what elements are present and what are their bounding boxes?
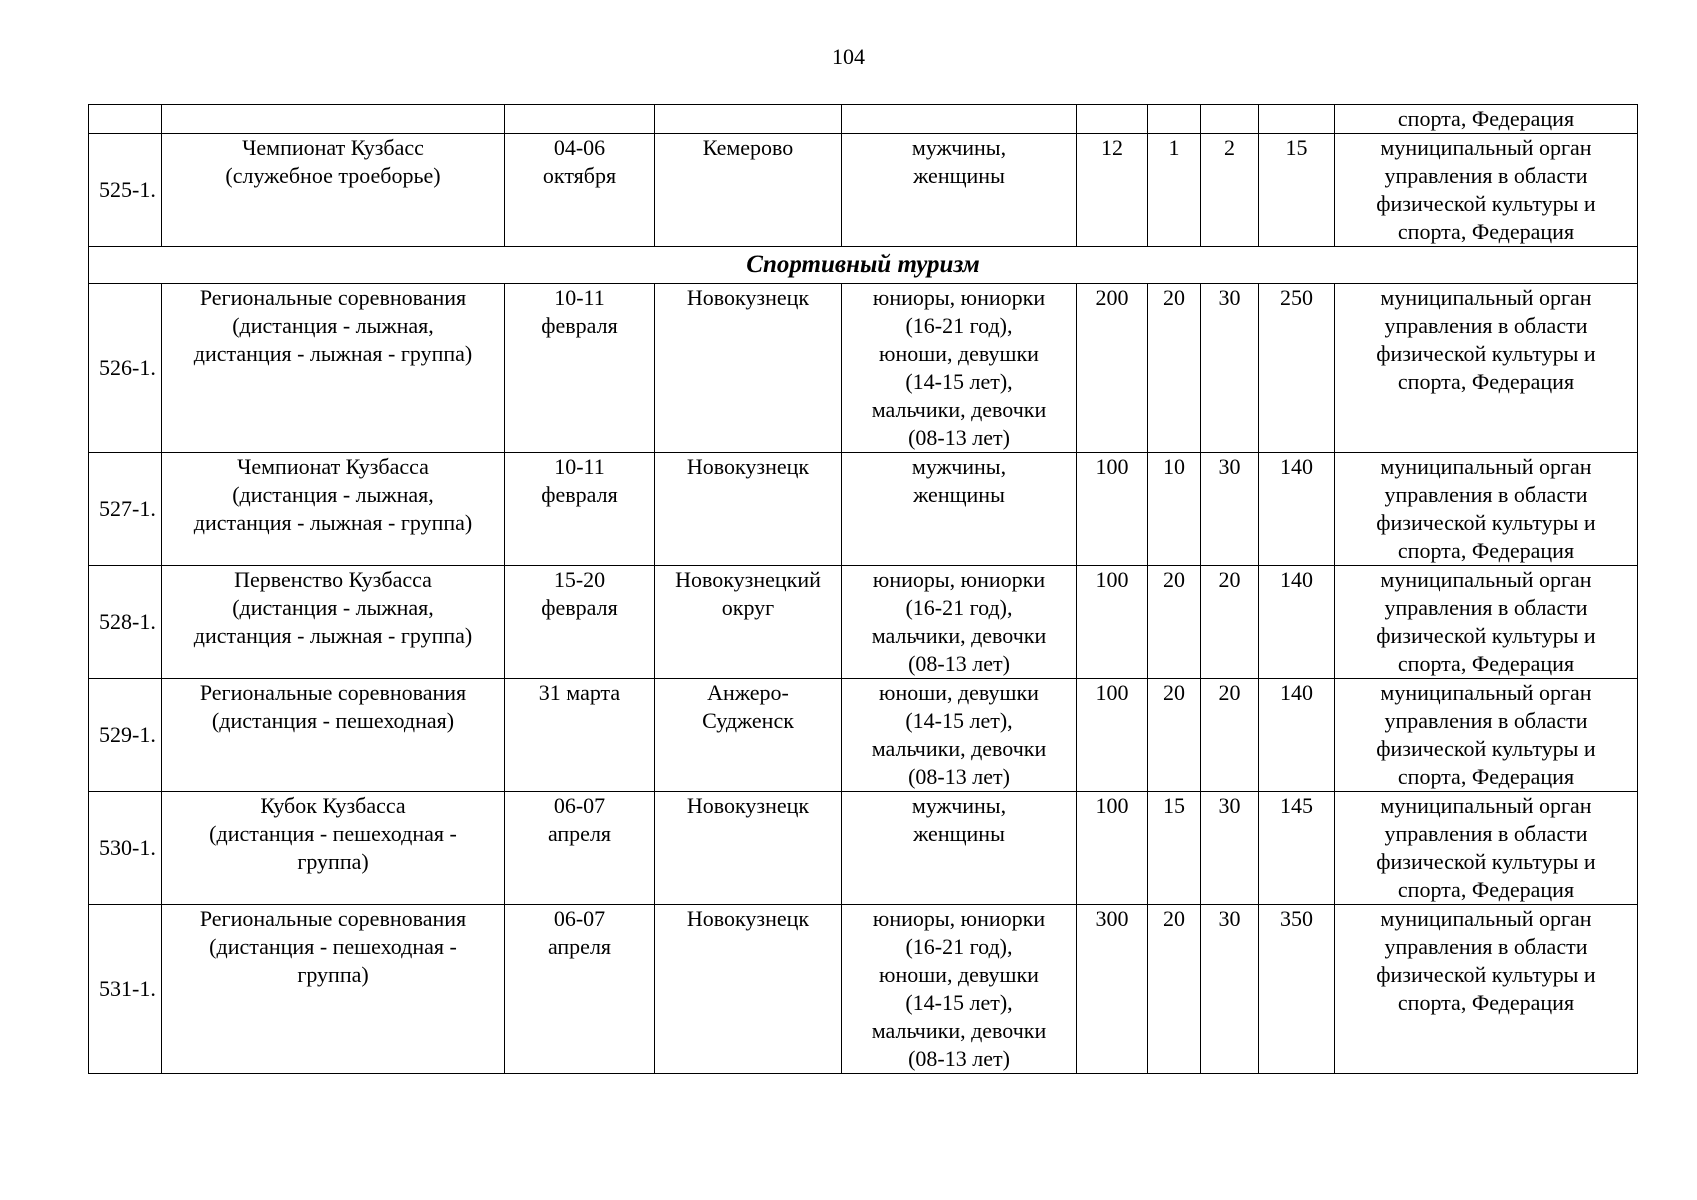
count1-cell: 100	[1077, 453, 1148, 566]
participants-cell: юниоры, юниорки (16-21 год), мальчики, девочки (08-13 лет)	[842, 566, 1077, 679]
count2-cell: 20	[1148, 284, 1201, 453]
total-cell: 140	[1259, 679, 1335, 792]
event-name-cell: Чемпионат Кузбасса (дистанция - лыжная, дистанция - лыжная - группа)	[162, 453, 505, 566]
count2-cell: 20	[1148, 905, 1201, 1074]
carryover-place-cell	[655, 105, 842, 134]
event-dates-cell: 06-07 апреля	[505, 792, 655, 905]
event-dates-cell: 10-11 февраля	[505, 284, 655, 453]
event-name-cell: Региональные соревнования (дистанция - пешеходная - группа)	[162, 905, 505, 1074]
carryover-organizer-cell: спорта, Федерация	[1335, 105, 1638, 134]
event-place-cell: Новокузнецкий округ	[655, 566, 842, 679]
total-cell: 15	[1259, 134, 1335, 247]
total-cell: 140	[1259, 453, 1335, 566]
row-number-cell: 530-1.	[89, 792, 162, 905]
participants-cell: мужчины, женщины	[842, 792, 1077, 905]
row-number-cell: 528-1.	[89, 566, 162, 679]
event-name-cell: Чемпионат Кузбасс (служебное троеборье)	[162, 134, 505, 247]
table-body	[89, 105, 1638, 1074]
carryover-count1-cell	[1077, 105, 1148, 134]
organizer-cell: муниципальный орган управления в области физической культуры и спорта, Федерация	[1335, 134, 1638, 247]
participants-cell: юниоры, юниорки (16-21 год), юноши, девушки (14-15 лет), мальчики, девочки (08-13 лет)	[842, 284, 1077, 453]
count2-cell: 20	[1148, 566, 1201, 679]
carryover-count2-cell	[1148, 105, 1201, 134]
total-cell: 140	[1259, 566, 1335, 679]
table-row	[89, 905, 1638, 1074]
row-number-cell: 527-1.	[89, 453, 162, 566]
carryover-row	[89, 105, 1638, 134]
count3-cell: 30	[1201, 284, 1259, 453]
total-cell: 145	[1259, 792, 1335, 905]
carryover-name-cell	[162, 105, 505, 134]
count3-cell: 30	[1201, 905, 1259, 1074]
table-row	[89, 566, 1638, 679]
row-number-cell: 531-1.	[89, 905, 162, 1074]
organizer-cell: муниципальный орган управления в области физической культуры и спорта, Федерация	[1335, 566, 1638, 679]
row-number-cell: 526-1.	[89, 284, 162, 453]
event-name-cell: Кубок Кузбасса (дистанция - пешеходная - группа)	[162, 792, 505, 905]
carryover-number-cell	[89, 105, 162, 134]
count2-cell: 10	[1148, 453, 1201, 566]
participants-cell: мужчины, женщины	[842, 453, 1077, 566]
count3-cell: 30	[1201, 792, 1259, 905]
event-place-cell: Анжеро- Судженск	[655, 679, 842, 792]
event-dates-cell: 31 марта	[505, 679, 655, 792]
count2-cell: 20	[1148, 679, 1201, 792]
count1-cell: 200	[1077, 284, 1148, 453]
row-number-cell: 525-1.	[89, 134, 162, 247]
organizer-cell: муниципальный орган управления в области физической культуры и спорта, Федерация	[1335, 905, 1638, 1074]
event-dates-cell: 06-07 апреля	[505, 905, 655, 1074]
events-table	[88, 104, 1638, 1074]
count1-cell: 100	[1077, 679, 1148, 792]
event-place-cell: Новокузнецк	[655, 792, 842, 905]
participants-cell: юниоры, юниорки (16-21 год), юноши, девушки (14-15 лет), мальчики, девочки (08-13 лет)	[842, 905, 1077, 1074]
organizer-cell: муниципальный орган управления в области физической культуры и спорта, Федерация	[1335, 679, 1638, 792]
event-name-cell: Региональные соревнования (дистанция - лыжная, дистанция - лыжная - группа)	[162, 284, 505, 453]
count1-cell: 100	[1077, 566, 1148, 679]
carryover-dates-cell	[505, 105, 655, 134]
total-cell: 350	[1259, 905, 1335, 1074]
count3-cell: 20	[1201, 679, 1259, 792]
table-row	[89, 679, 1638, 792]
count2-cell: 1	[1148, 134, 1201, 247]
page-number: 104	[832, 44, 865, 69]
section-title: Спортивный туризм	[89, 247, 1638, 284]
count2-cell: 15	[1148, 792, 1201, 905]
row-number-cell: 529-1.	[89, 679, 162, 792]
total-cell: 250	[1259, 284, 1335, 453]
count1-cell: 300	[1077, 905, 1148, 1074]
count1-cell: 100	[1077, 792, 1148, 905]
table-row	[89, 453, 1638, 566]
participants-cell: юноши, девушки (14-15 лет), мальчики, девочки (08-13 лет)	[842, 679, 1077, 792]
count1-cell: 12	[1077, 134, 1148, 247]
table-row	[89, 792, 1638, 905]
organizer-cell: муниципальный орган управления в области физической культуры и спорта, Федерация	[1335, 453, 1638, 566]
participants-cell: мужчины, женщины	[842, 134, 1077, 247]
table-row	[89, 134, 1638, 247]
section-row	[89, 247, 1638, 284]
event-place-cell: Новокузнецк	[655, 284, 842, 453]
organizer-cell: муниципальный орган управления в области физической культуры и спорта, Федерация	[1335, 284, 1638, 453]
event-dates-cell: 10-11 февраля	[505, 453, 655, 566]
event-name-cell: Первенство Кузбасса (дистанция - лыжная, дистанция - лыжная - группа)	[162, 566, 505, 679]
count3-cell: 2	[1201, 134, 1259, 247]
event-name-cell: Региональные соревнования (дистанция - пешеходная)	[162, 679, 505, 792]
event-place-cell: Кемерово	[655, 134, 842, 247]
event-dates-cell: 04-06 октября	[505, 134, 655, 247]
organizer-cell: муниципальный орган управления в области физической культуры и спорта, Федерация	[1335, 792, 1638, 905]
event-place-cell: Новокузнецк	[655, 905, 842, 1074]
event-place-cell: Новокузнецк	[655, 453, 842, 566]
carryover-count3-cell	[1201, 105, 1259, 134]
count3-cell: 20	[1201, 566, 1259, 679]
table-row	[89, 284, 1638, 453]
carryover-participants-cell	[842, 105, 1077, 134]
event-dates-cell: 15-20 февраля	[505, 566, 655, 679]
carryover-total-cell	[1259, 105, 1335, 134]
count3-cell: 30	[1201, 453, 1259, 566]
